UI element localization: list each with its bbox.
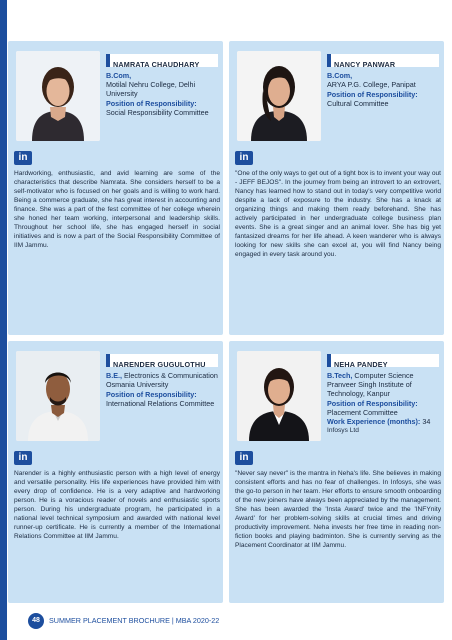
name-label-bar [106, 54, 218, 67]
person-photo-icon [237, 351, 321, 441]
name-label-bar [106, 354, 218, 367]
profile-card-narender [8, 341, 223, 603]
responsibility-label: Position of Responsibility: [327, 399, 418, 408]
responsibility-label: Position of Responsibility: [327, 90, 418, 99]
company: Infosys Ltd [327, 427, 359, 434]
experience-label: Work Experience (months): [327, 417, 421, 426]
person-photo-icon [16, 51, 100, 141]
linkedin-icon[interactable] [14, 151, 32, 165]
education-info [106, 71, 220, 117]
responsibility-label: Position of Responsibility: [106, 390, 197, 399]
degree: B.Com, [327, 71, 353, 80]
profile-description: "Never say never" is the mantra in Neha's life. She believes in making consistent efforts and has no fear of challenges. In Infosys, she was the go-to person in her team. Her efforts to ensure smooth onboarding of the new joiners have always been appreciated by the management. She has been awarded the 'Insta Award' twice and the 'INFYnity Award' for her problem-solving skills at crucial times and driving productivity improvement. Neha invests her free time in reading non-fiction books and playing badminton. She is currently serving as the Placement Coordinator at IIM Jammu. [235, 470, 441, 549]
linkedin-glyph: in [18, 452, 28, 463]
name-label-bar [327, 54, 439, 67]
linkedin-glyph: in [18, 152, 28, 163]
degree: B.E., [106, 371, 122, 380]
profile-description: Narender is a highly enthusiastic person with a high level of energy and versatile personality. His life experiences have provided him with every drop of confidence. He is a very adaptive and hardworking person. He is a voracious reader of novels and enthusiastic sports person. During his undergraduate program, he participated in a national level technical symposium and awarded with national level runner-up certificate. He is currently a member of the International Relations Committee at IIM Jammu. [14, 470, 220, 540]
responsibility: Cultural Committee [327, 99, 389, 108]
degree: B.Com, [106, 71, 132, 80]
profile-photo [237, 51, 321, 141]
profile-description: Hardworking, enthusiastic, and avid learning are some of the characteristics that describe Namrata. She considers herself to be a self-motivator who is focused on her goals and is willing to work hard. Being a commerce graduate, she has great interest in accounting and finance. She was a part of the fest committee of her college wherein she honed her team working, interpersonal and leadership skills. Throughout her school life, she has engaged herself in social initiatives and is now a part of the Social Responsibility Committee of IIM Jammu. [14, 170, 220, 249]
degree: B.Tech, [327, 371, 353, 380]
person-photo-icon [237, 51, 321, 141]
responsibility: Social Responsibility Committee [106, 108, 209, 117]
linkedin-glyph: in [239, 452, 249, 463]
education-info [327, 71, 441, 108]
education-info [327, 371, 441, 435]
name-label-bar [327, 354, 439, 367]
profile-description: "One of the only ways to get out of a tight box is to invent your way out - JEFF BEJOS". In the journey from being an introvert to an extrovert, Nancy has learned how to stand out in today's very competitive world despite a lack of exposure to the industry. She has a knack at organizing things and making them ready beforehand. She has actively participated in her undergraduate college business plan events. She is a great singer and an animal lover. She has big yet fantasized dreams for her life ahead. A keen wanderer who is always looking for new skills she can excel at, you will find Nancy being engaged in every task around you. [235, 170, 441, 258]
profile-card-nancy [229, 41, 444, 335]
degree-field: Computer Science [352, 371, 414, 380]
profile-name: NAMRATA CHAUDHARY [113, 60, 200, 69]
profile-name: NARENDER GUGULOTHU [113, 360, 206, 369]
institution: Motilal Nehru College, Delhi University [106, 80, 196, 98]
linkedin-icon[interactable] [235, 151, 253, 165]
profile-card-neha [229, 341, 444, 603]
responsibility: International Relations Committee [106, 399, 215, 408]
education-info [106, 371, 220, 408]
profile-name: NEHA PANDEY [334, 360, 388, 369]
institution: ARYA P.G. College, Panipat [327, 80, 416, 89]
responsibility: Placement Committee [327, 408, 398, 417]
profile-name: NANCY PANWAR [334, 60, 396, 69]
institution: Osmania University [106, 380, 169, 389]
experience-value: 34 [420, 417, 431, 426]
linkedin-icon[interactable] [14, 451, 32, 465]
profile-card-namrata [8, 41, 223, 335]
page-number: 48 [28, 613, 44, 629]
institution: Pranveer Singh Institute of Technology, Kanpur [327, 380, 412, 398]
person-photo-icon [16, 351, 100, 441]
profile-photo [237, 351, 321, 441]
footer-text: SUMMER PLACEMENT BROCHURE | MBA 2020-22 [49, 616, 220, 625]
linkedin-icon[interactable] [235, 451, 253, 465]
side-accent-bar [0, 0, 7, 640]
profile-photo [16, 51, 100, 141]
profile-photo [16, 351, 100, 441]
degree-field: Electronics & Communication [121, 371, 218, 380]
linkedin-glyph: in [239, 152, 249, 163]
responsibility-label: Position of Responsibility: [106, 99, 197, 108]
